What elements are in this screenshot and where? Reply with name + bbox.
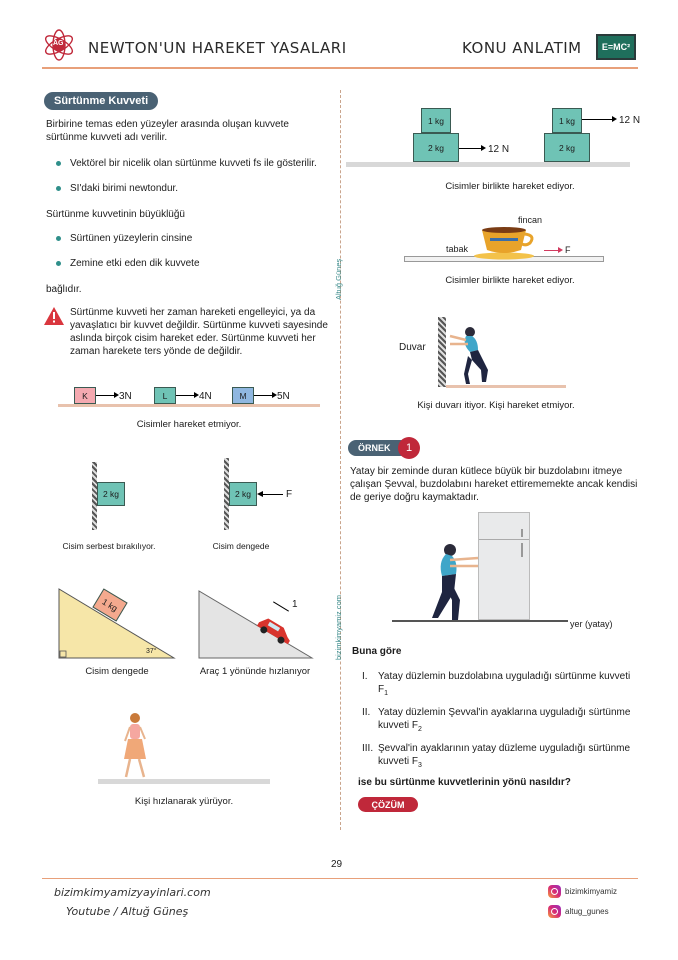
formula-badge — [596, 34, 636, 60]
arrow-k — [96, 395, 116, 396]
walker-figure — [120, 711, 150, 781]
ground-line — [58, 404, 320, 407]
stack-bottom-box: 2 kg — [413, 133, 459, 162]
force-arrowhead — [481, 145, 486, 151]
force-label: 12 N — [619, 115, 641, 126]
item-sub: 2 — [418, 726, 422, 733]
footer-line — [42, 878, 638, 879]
force-arrow — [459, 148, 483, 149]
fridge-handle — [521, 529, 523, 537]
item-text-content: Şevval'in ayaklarının yatay düzleme uyguladığı sürtünme kuvveti — [378, 743, 631, 767]
footer-site[interactable]: bizimkimyamizyayinlari.com — [54, 886, 211, 899]
fridge-handle — [521, 543, 523, 557]
stack-top-box: 1 kg — [552, 108, 582, 133]
force-arrow — [582, 119, 614, 120]
wall1-caption: Cisim serbest bırakılıyor. — [62, 541, 156, 551]
klm-caption: Cisimler hareket etmiyor. — [136, 419, 242, 430]
header-section: KONU ANLATIM — [462, 39, 582, 57]
buna-gore: Buna göre — [352, 646, 402, 657]
plate-label: tabak — [446, 244, 469, 254]
warning-text: Sürtünme kuvveti her zaman hareketi engelleyici, ya da yavaşlatıcı bir kuvvet değildir. Sürtünme kuvveti sayesinde aslında birçok cisim hareket eder. Sürtünme kuvveti her zaman harekete ters yönde de değildir. — [70, 307, 328, 357]
example-number-badge — [398, 437, 420, 459]
instagram-handle-2[interactable]: altug_gunes — [565, 907, 609, 916]
stack-top-box: 1 kg — [421, 108, 451, 133]
force-label: 12 N — [488, 144, 510, 155]
bullet-item: Zemine etki eden dik kuvvete — [70, 258, 200, 269]
logo — [42, 28, 76, 62]
example-label: ÖRNEK — [358, 443, 391, 453]
force-m: 5N — [277, 391, 290, 402]
header-title: NEWTON'UN HAREKET YASALARI — [88, 39, 347, 57]
cup-label: fincan — [518, 215, 543, 225]
solution-label: ÇÖZÜM — [371, 799, 405, 810]
item-text-content: Yatay düzlemin Şevval'in ayaklarına uyguladığı sürtünme kuvveti — [378, 707, 631, 731]
bullet-item: Sürtünen yüzeylerin cinsine — [70, 233, 193, 244]
wall-hatch — [438, 317, 446, 387]
bullet-dot — [56, 261, 61, 266]
wall-label: Duvar — [399, 342, 426, 353]
mass-box: 1 kg — [92, 588, 127, 621]
push-floor — [446, 385, 566, 388]
walk-floor — [98, 779, 270, 784]
bullet-item: SI'daki birimi newtondur. — [70, 183, 179, 194]
arrow-l — [176, 395, 196, 396]
incline2-caption: Araç 1 yönünde hızlanıyor — [199, 666, 311, 677]
force-k: 3N — [119, 391, 132, 402]
item-text — [378, 742, 648, 772]
angle-label: 37° — [146, 648, 157, 655]
stack-bottom-box: 2 kg — [544, 133, 590, 162]
item-var: F — [378, 684, 385, 695]
cup-icon — [474, 226, 540, 260]
item-text-content: Yatay düzlemin buzdolabına uyguladığı sürtünme kuvveti — [378, 671, 631, 682]
depends-text: bağlıdır. — [46, 284, 82, 295]
logo-text: AG — [53, 40, 64, 47]
force-l: 4N — [199, 391, 212, 402]
pusher-figure — [448, 322, 494, 386]
force-arrowhead — [612, 116, 617, 122]
incline1-caption: Cisim dengede — [85, 666, 149, 677]
item-number: II. — [362, 707, 371, 718]
bullet-dot — [56, 186, 61, 191]
box-k: K — [74, 387, 96, 404]
question-text: ise bu sürtünme kuvvetlerinin yönü nasıldır? — [358, 777, 571, 788]
item-sub: 3 — [418, 762, 422, 769]
formula-badge-text: E=MC² — [601, 42, 631, 52]
header-line — [42, 67, 638, 69]
mass-box: 2 kg — [229, 482, 257, 506]
warning-icon — [44, 307, 64, 325]
column-divider — [340, 90, 341, 830]
instagram-icon — [548, 905, 561, 918]
fridge — [478, 512, 530, 620]
bullet-dot — [56, 236, 61, 241]
example-number: 1 — [405, 442, 413, 454]
stack-floor — [346, 162, 630, 167]
ground-label: yer (yatay) — [570, 619, 613, 629]
item-number: I. — [362, 671, 368, 682]
section-pill: Sürtünme Kuvveti — [44, 92, 158, 110]
stack-caption: Cisimler birlikte hareket ediyor. — [445, 181, 575, 192]
box-l: L — [154, 387, 176, 404]
direction-label: 1 — [292, 599, 298, 610]
instagram-icon — [548, 885, 561, 898]
force-arrowhead — [558, 247, 563, 253]
pushing-person — [420, 540, 480, 622]
bullet-item: Vektörel bir nicelik olan sürtünme kuvveti fs ile gösterilir. — [70, 158, 317, 169]
example-text: Yatay bir zeminde duran kütlece büyük bir buzdolabını itmeye çalışan Şevval, buzdolabını hareket ettirememekte ancak kendisi de geriye doğru kaymaktadır. — [350, 466, 638, 503]
item-var: F — [411, 756, 419, 767]
item-text — [378, 670, 648, 700]
item-var: F — [411, 720, 419, 731]
box-m: M — [232, 387, 254, 404]
page-number: 29 — [331, 859, 343, 870]
intro-text: Birbirine temas eden yüzeyler arasında oluşan kuvvete sürtünme kuvveti adı verilir. — [46, 119, 289, 143]
side-label-top: Altuğ Güneş — [334, 258, 343, 300]
item-sub: 1 — [384, 690, 389, 697]
force-label: F — [286, 489, 293, 500]
wall2-caption: Cisim dengede — [212, 541, 270, 551]
bullet-dot — [56, 161, 61, 166]
cup-caption: Cisimler birlikte hareket ediyor. — [445, 275, 575, 286]
instagram-handle-1[interactable]: bizimkimyamiz — [565, 887, 617, 896]
magnitude-intro: Sürtünme kuvvetinin büyüklüğü — [46, 209, 185, 220]
wallpush-caption: Kişi duvarı itiyor. Kişi hareket etmiyor. — [417, 400, 575, 411]
force-label: F — [565, 245, 571, 255]
mass-box: 2 kg — [97, 482, 125, 506]
fridge-divider — [479, 539, 529, 540]
force-arrow — [263, 494, 283, 495]
side-label-bottom: bizimkimyamiz.com — [334, 594, 343, 660]
arrow-m — [254, 395, 274, 396]
footer-youtube[interactable]: Youtube / Altuğ Güneş — [66, 905, 189, 918]
solution-pill — [358, 797, 418, 812]
walker-caption: Kişi hızlanarak yürüyor. — [134, 796, 234, 807]
ground-line — [392, 620, 568, 622]
item-text — [378, 706, 648, 736]
item-number: III. — [362, 743, 374, 754]
